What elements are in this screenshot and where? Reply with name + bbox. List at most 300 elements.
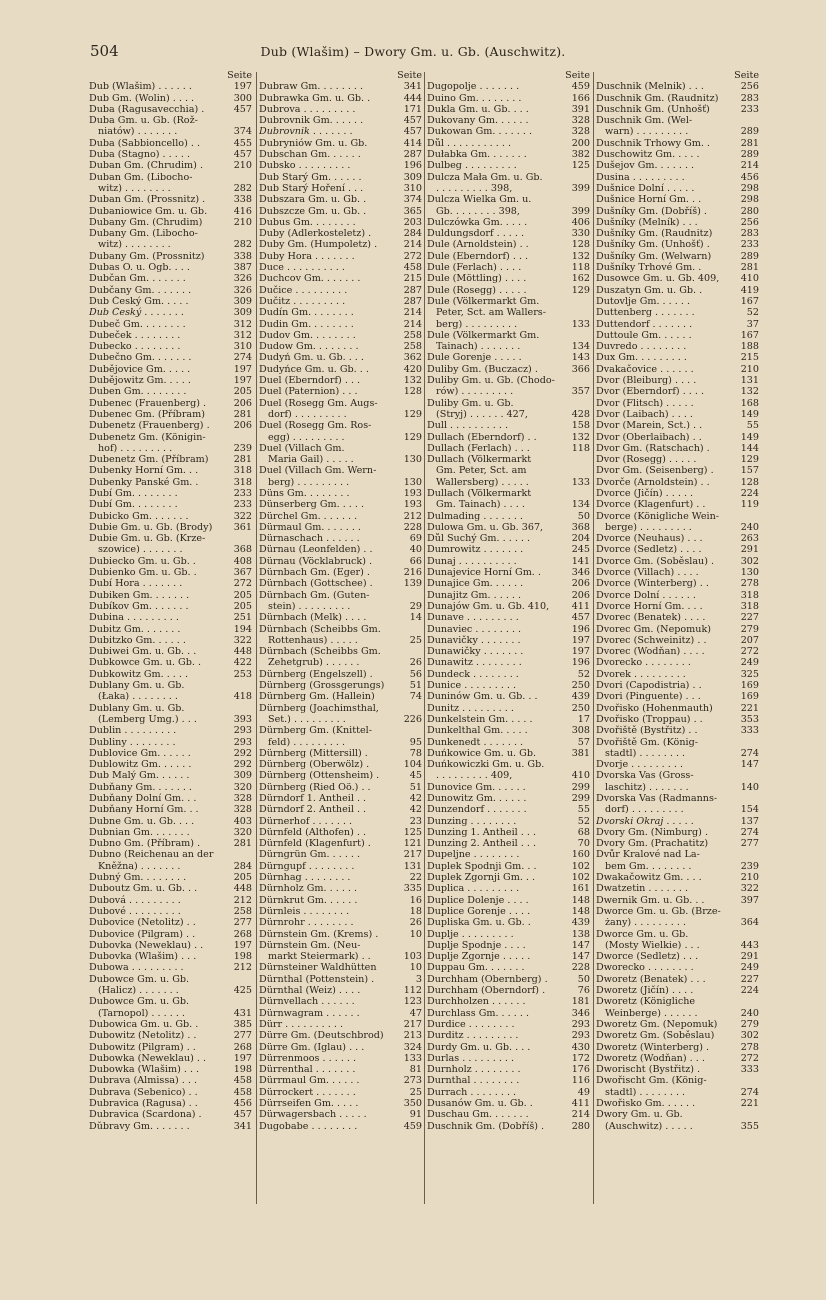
- place-name: Dürnstein Gm. (Neu-: [259, 939, 361, 951]
- page-reference: 10: [409, 962, 422, 974]
- page-reference: 287: [403, 295, 422, 307]
- index-entry: [596, 160, 761, 171]
- place-name: Duschnik Trhowy Gm. .: [596, 137, 710, 149]
- page-reference: 197: [233, 81, 252, 93]
- page-reference: 133: [403, 1052, 422, 1064]
- index-entry: [89, 1053, 254, 1064]
- place-name: Dvorec (Schweinitz) . .: [596, 634, 707, 646]
- index-entry: [596, 183, 761, 194]
- place-name: Dvorec (Wodňan) . . . .: [596, 646, 705, 658]
- page-reference: 272: [403, 250, 422, 262]
- place-name: . . . . . . . . . 398,: [436, 182, 513, 194]
- page-reference: [420, 465, 424, 476]
- place-name: Dürnbach (Melk) . . . .: [259, 612, 367, 624]
- column-divider: [256, 72, 257, 1204]
- index-entry-continuation: [596, 1121, 761, 1132]
- index-entry: [259, 872, 424, 883]
- index-entry: [259, 827, 424, 838]
- place-name: Důl . . . . . . . . . . .: [427, 137, 512, 149]
- place-name: Dvorce (Winterberg) . .: [596, 578, 709, 590]
- index-entry: [427, 906, 592, 917]
- place-name: Dunovice Gm. . . . . .: [427, 781, 526, 793]
- index-entry: [427, 578, 592, 589]
- place-name: Dubne Gm. u. Gb. . . .: [89, 815, 195, 827]
- index-entry: [89, 296, 254, 307]
- place-name: Dunawitz . . . . . . . .: [427, 657, 522, 669]
- page-reference: 224: [740, 985, 759, 997]
- index-entry: [259, 499, 424, 510]
- page-reference: [757, 929, 761, 940]
- place-name: Dubrava (Almissa) . . .: [89, 1075, 198, 1087]
- page-reference: 137: [740, 815, 759, 827]
- place-name: Dworetz (Jičín) . . . .: [596, 985, 694, 997]
- place-name: Dubenetz Gm. (Königin-: [89, 431, 206, 443]
- index-entry: [89, 646, 254, 657]
- place-name: Dubany Gm. (Prossnitz): [89, 250, 205, 262]
- page-reference: 25: [409, 1086, 422, 1098]
- place-name: Dürnberg (Mittersill) .: [259, 747, 368, 759]
- place-name: Durnthal . . . . . . . .: [427, 1075, 520, 1087]
- page-reference: 289: [740, 250, 759, 262]
- place-name: Dürnberg (Oberwölz) .: [259, 759, 370, 771]
- place-name: (Stryj) . . . . . . 427,: [436, 408, 528, 420]
- index-entry: [596, 714, 761, 725]
- index-entry: [259, 511, 424, 522]
- index-entry: [427, 714, 592, 725]
- index-entry: [427, 228, 592, 239]
- index-entry: [596, 398, 761, 409]
- place-name: Dvor Gm. (Seisenberg) .: [596, 465, 714, 477]
- place-name: Dumrowitz . . . . . . .: [427, 544, 524, 556]
- index-entry: [596, 1075, 761, 1086]
- page-reference: 362: [403, 352, 422, 364]
- page-reference: [588, 307, 592, 318]
- index-column-4: [596, 70, 761, 1132]
- place-name: witz) . . . . . . . .: [98, 182, 171, 194]
- index-entry: [427, 940, 592, 951]
- page-reference: 293: [233, 725, 252, 737]
- place-name: Durlas . . . . . . . . .: [427, 1052, 515, 1064]
- index-entry: [427, 104, 592, 115]
- index-entry-continuation: [427, 499, 592, 510]
- place-name: Duba Gm. u. Gb. (Rož-: [89, 115, 198, 127]
- index-entry: [427, 544, 592, 555]
- index-entry: [596, 703, 761, 714]
- page-reference: 410: [571, 770, 590, 782]
- page-reference: 116: [571, 1075, 590, 1087]
- place-name: Dudin Gm. . . . . . . .: [259, 318, 354, 330]
- place-name: Dvor (Eberndorf) . . . .: [596, 386, 705, 398]
- page-reference: 176: [571, 1064, 590, 1076]
- place-name: Dubí Gm. . . . . . . .: [89, 487, 178, 499]
- index-entry: [89, 511, 254, 522]
- page-reference: 457: [233, 103, 252, 115]
- page-reference: 309: [233, 307, 252, 319]
- place-name: Duel (Rosegg Gm. Ros-: [259, 420, 372, 432]
- page-reference: 258: [403, 329, 422, 341]
- place-name: Dvory Gm. (Nimburg) .: [596, 826, 708, 838]
- place-name: Dublovice Gm. . . . . .: [89, 747, 191, 759]
- index-entry: [259, 285, 424, 296]
- index-column-1: [89, 70, 254, 1132]
- place-name: Dürnstein Gm. (Krems) .: [259, 928, 379, 940]
- page-reference: 281: [233, 408, 252, 420]
- page-reference: 197: [571, 634, 590, 646]
- index-entry: [596, 770, 761, 781]
- page-reference: 133: [571, 318, 590, 330]
- index-entry: [427, 838, 592, 849]
- page-reference: 130: [740, 567, 759, 579]
- index-entry: [89, 917, 254, 928]
- page-reference: [250, 115, 254, 126]
- page-reference: 217: [403, 849, 422, 861]
- page-reference: 291: [740, 544, 759, 556]
- index-entry: [89, 556, 254, 567]
- index-entry: [427, 296, 592, 307]
- index-entry: [259, 1087, 424, 1098]
- page-reference: 391: [571, 103, 590, 115]
- index-entry: [259, 93, 424, 104]
- index-entry: [427, 217, 592, 228]
- page-reference: [420, 443, 424, 454]
- index-entry: [427, 488, 592, 499]
- index-entry: [259, 646, 424, 657]
- page-reference: 29: [409, 600, 422, 612]
- page-reference: 280: [740, 205, 759, 217]
- index-entry: [89, 816, 254, 827]
- page-reference: 399: [571, 205, 590, 217]
- index-entry: [89, 838, 254, 849]
- index-entry: [427, 951, 592, 962]
- place-name: Duplek Zgornji Gm. . .: [427, 872, 536, 884]
- page-reference: 411: [571, 600, 590, 612]
- page-reference: 228: [571, 962, 590, 974]
- page-reference: 52: [746, 307, 759, 319]
- index-entry: [596, 590, 761, 601]
- index-entry: [89, 398, 254, 409]
- place-name: warn) . . . . . . . . .: [605, 126, 689, 138]
- index-entry: [259, 194, 424, 205]
- index-entry: [259, 262, 424, 273]
- index-entry: [89, 906, 254, 917]
- index-entry: [596, 974, 761, 985]
- place-name: Dünserberg Gm. . . . .: [259, 499, 365, 511]
- place-name: Dubowitz (Pilgram) . .: [89, 1041, 196, 1053]
- place-name: Duplice Gorenje . . . .: [427, 905, 531, 917]
- index-entry: [89, 929, 254, 940]
- page-reference: 458: [233, 1086, 252, 1098]
- index-entry: [89, 330, 254, 341]
- place-name: Dürnhag . . . . . . . .: [259, 872, 351, 884]
- index-entry: [89, 1087, 254, 1098]
- index-entry: [89, 138, 254, 149]
- index-entry: [596, 567, 761, 578]
- index-entry: [89, 217, 254, 228]
- page-reference: 458: [403, 262, 422, 274]
- page-number: 504: [90, 42, 119, 60]
- place-name: Dubkowce Gm. u. Gb. .: [89, 657, 202, 669]
- index-entry: [259, 1121, 424, 1132]
- place-name: Dürnsteiner Waldhütten: [259, 962, 377, 974]
- place-name: Dürnvellach . . . . . .: [259, 996, 355, 1008]
- page-reference: 291: [740, 951, 759, 963]
- place-name: Dunitz . . . . . . . . .: [427, 702, 514, 714]
- index-entry: [596, 454, 761, 465]
- page-reference: 37: [746, 318, 759, 330]
- column-heading: Seite: [734, 70, 759, 81]
- index-entry: [596, 1019, 761, 1030]
- place-name: Dürnberg (Grossgerungs): [259, 680, 385, 692]
- page-reference: 455: [233, 137, 252, 149]
- place-name: Dubňany Dolní Gm. . .: [89, 793, 197, 804]
- index-entry: [427, 81, 592, 92]
- index-entry: [596, 556, 761, 567]
- place-name: Dürnbach (Scheibbs Gm.: [259, 623, 381, 635]
- page-reference: 298: [740, 182, 759, 194]
- place-name: Dworischt (Bystřitz) .: [596, 1064, 701, 1076]
- page-reference: 279: [740, 1018, 759, 1030]
- index-entry-continuation: [259, 714, 424, 725]
- page-reference: 160: [571, 849, 590, 861]
- index-entry: [427, 172, 592, 183]
- page-reference: 233: [740, 239, 759, 251]
- page-reference: 366: [571, 363, 590, 375]
- place-name: Duby (Adlerkosteletz) .: [259, 228, 372, 240]
- index-entry: [89, 432, 254, 443]
- place-name: Dudyńce Gm. u. Gb. . .: [259, 363, 369, 375]
- page-reference: 212: [233, 894, 252, 906]
- index-entry: [596, 680, 761, 691]
- page-reference: 277: [740, 838, 759, 850]
- index-entry: [259, 319, 424, 330]
- index-entry: [427, 330, 592, 341]
- place-name: Dušníky Gm. (Raudnitz): [596, 228, 713, 240]
- index-entry: [596, 1042, 761, 1053]
- page-reference: 49: [577, 1086, 590, 1098]
- place-name: Dullach (Eberndorf) . .: [427, 431, 537, 443]
- page-reference: 196: [571, 657, 590, 669]
- place-name: Dullach (Völkermarkt: [427, 454, 532, 466]
- index-entry: [259, 816, 424, 827]
- index-entry: [259, 906, 424, 917]
- index-entry-continuation: [89, 544, 254, 555]
- index-entry: [427, 443, 592, 454]
- index-entry: [427, 194, 592, 205]
- index-entry-continuation: [596, 782, 761, 793]
- place-name: Dubschan Gm. . . . . .: [259, 149, 361, 161]
- place-name: Dublany Gm. u. Gb.: [89, 680, 185, 692]
- index-entry: [427, 93, 592, 104]
- place-name: Dürngupf . . . . . . . .: [259, 860, 355, 872]
- place-name: Dule Gorenje . . . . .: [427, 352, 522, 364]
- index-entry: [427, 737, 592, 748]
- place-name: Dworecko . . . . . . . .: [596, 962, 694, 974]
- place-name: (Łaka) . . . . . . . .: [98, 691, 178, 703]
- page-reference: [420, 590, 424, 601]
- index-entry: [596, 307, 761, 318]
- index-entry: [259, 239, 424, 250]
- place-name: Dullach (Völkermarkt: [427, 487, 532, 499]
- index-entry: [259, 1109, 424, 1120]
- index-entry: [596, 511, 761, 522]
- index-entry: [259, 849, 424, 860]
- index-entry: [89, 657, 254, 668]
- place-name: Dubrova . . . . . . . . .: [259, 103, 356, 115]
- place-name: (Tarnopol) . . . . . .: [98, 1007, 185, 1019]
- index-entry: [259, 273, 424, 284]
- page-reference: 406: [571, 216, 590, 228]
- place-name: Dublin . . . . . . . . .: [89, 725, 177, 737]
- page-reference: 420: [403, 363, 422, 375]
- place-name: Dvorče (Arnoldstein) . .: [596, 476, 710, 488]
- place-name: feld) . . . . . . . . .: [268, 736, 346, 748]
- place-name: Dubowitz (Netolitz) . .: [89, 1030, 197, 1042]
- index-entry: [259, 1064, 424, 1075]
- index-entry-continuation: [259, 635, 424, 646]
- place-name: Dwernik Gm. u. Gb. . .: [596, 894, 705, 906]
- place-name: Duel (Villach Gm. Wern-: [259, 465, 377, 477]
- page-reference: 130: [403, 454, 422, 466]
- place-name: Duliby Gm. (Buczacz) .: [427, 363, 538, 375]
- page-reference: 272: [740, 1052, 759, 1064]
- page-reference: 52: [577, 815, 590, 827]
- index-entry: [259, 364, 424, 375]
- index-entry: [259, 624, 424, 635]
- page-reference: 158: [571, 420, 590, 432]
- place-name: . . . . . . . . . 409,: [436, 770, 513, 782]
- index-entry-continuation: [259, 951, 424, 962]
- index-entry: [427, 680, 592, 691]
- place-name: Dunzing 2. Antheil . . .: [427, 838, 536, 850]
- page-reference: 289: [740, 126, 759, 138]
- page-reference: 205: [233, 872, 252, 884]
- index-entry: [89, 499, 254, 510]
- running-title: Dub (Wlašim) – Dwory Gm. u. Gb. (Auschwitz).: [260, 44, 566, 59]
- column-divider: [424, 72, 425, 1204]
- index-entry: [89, 1121, 254, 1132]
- page-reference: 131: [740, 375, 759, 387]
- place-name: Dunaj . . . . . . . . . .: [427, 555, 517, 567]
- index-entry: [89, 725, 254, 736]
- index-entry-continuation: [259, 737, 424, 748]
- place-name: Dvorska Vas (Radmanns-: [596, 793, 718, 804]
- index-entry: [427, 1098, 592, 1109]
- index-entry: [89, 624, 254, 635]
- page-reference: 249: [740, 962, 759, 974]
- place-name: Dundeck . . . . . . . .: [427, 668, 519, 680]
- place-name: Dvor (Oberlaibach) . .: [596, 431, 702, 443]
- index-entry: [427, 601, 592, 612]
- index-entry: [596, 544, 761, 555]
- index-entry-continuation: [259, 601, 424, 612]
- page-reference: 198: [233, 1064, 252, 1076]
- place-name: Dulmading . . . . . . .: [427, 510, 523, 522]
- index-entry: [427, 432, 592, 443]
- index-entry: [596, 872, 761, 883]
- place-name: Duschnik Gm. (Dobříš) .: [427, 1120, 545, 1132]
- index-entry: [259, 578, 424, 589]
- place-name: Duplice Dolenje . . . .: [427, 894, 529, 906]
- index-entry: [596, 816, 761, 827]
- page-reference: 263: [740, 533, 759, 545]
- place-name: Dubová . . . . . . . . .: [89, 894, 181, 906]
- index-entry: [427, 759, 592, 770]
- place-name: Dubszcze Gm. u. Gb. .: [259, 205, 367, 217]
- place-name: Dule (Völkermarkt Gm.: [427, 295, 540, 307]
- place-name: (Halicz) . . . . . . .: [98, 985, 179, 997]
- page-reference: 200: [571, 137, 590, 149]
- page-reference: 118: [571, 442, 590, 454]
- page-reference: 397: [740, 894, 759, 906]
- page-reference: 91: [409, 1109, 422, 1121]
- index-entry: [89, 635, 254, 646]
- page-reference: 341: [233, 1120, 252, 1132]
- index-entry: [596, 646, 761, 657]
- page-reference: 368: [571, 521, 590, 533]
- place-name: Dubliny . . . . . . . .: [89, 736, 176, 748]
- page-reference: 284: [233, 860, 252, 872]
- page-reference: 418: [233, 691, 252, 703]
- index-entry-continuation: [427, 386, 592, 397]
- index-entry-continuation: [259, 432, 424, 443]
- place-name: Dunawičky . . . . . . .: [427, 646, 524, 658]
- page-reference: 149: [740, 408, 759, 420]
- page-reference: 66: [409, 555, 422, 567]
- index-entry: [596, 81, 761, 92]
- place-name: Dubenec Gm. (Příbram): [89, 408, 205, 420]
- page-reference: 196: [571, 623, 590, 635]
- place-name: Dubovka (Wlašim) . . .: [89, 951, 197, 963]
- page-reference: 387: [233, 262, 252, 274]
- page-reference: [588, 194, 592, 205]
- place-name: Dwatzetin . . . . . . .: [596, 883, 689, 895]
- place-name: Dušníky Trhové Gm. .: [596, 262, 702, 274]
- index-entry: [427, 996, 592, 1007]
- page-reference: 245: [571, 544, 590, 556]
- page-reference: 419: [740, 284, 759, 296]
- page-reference: 273: [403, 1075, 422, 1087]
- place-name: Duplek Spodnji Gm. . .: [427, 860, 537, 872]
- page-reference: 69: [409, 533, 422, 545]
- place-name: Duel (Rosegg Gm. Augs-: [259, 397, 378, 409]
- index-entry: [427, 929, 592, 940]
- index-entry: [89, 488, 254, 499]
- page-reference: 42: [409, 804, 422, 816]
- place-name: Důl Suchý Gm. . . . . .: [427, 533, 531, 545]
- place-name: Dworce Gm. u. Gb. (Brze-: [596, 905, 721, 917]
- index-entry: [427, 1121, 592, 1132]
- place-name: Peter, Sct. am Wallers-: [436, 307, 546, 319]
- index-entry: [89, 375, 254, 386]
- page-reference: 144: [740, 442, 759, 454]
- place-name: Duschowitz Gm. . . . .: [596, 149, 700, 161]
- place-name: Dubowica Gm. u. Gb. .: [89, 1018, 199, 1030]
- page-reference: [420, 940, 424, 951]
- index-entry: [596, 691, 761, 702]
- page-reference: 272: [740, 646, 759, 658]
- page-reference: 132: [571, 431, 590, 443]
- index-entry: [89, 793, 254, 804]
- page-reference: 318: [740, 600, 759, 612]
- index-entry: [427, 273, 592, 284]
- place-name: Dvorce Horní Gm. . . .: [596, 600, 703, 612]
- index-entry-continuation: [596, 940, 761, 951]
- page-reference: 198: [233, 951, 252, 963]
- page-reference: 393: [233, 713, 252, 725]
- place-name: Dubenetz (Frauenberg) .: [89, 420, 210, 432]
- index-entry: [596, 985, 761, 996]
- index-entry: [596, 138, 761, 149]
